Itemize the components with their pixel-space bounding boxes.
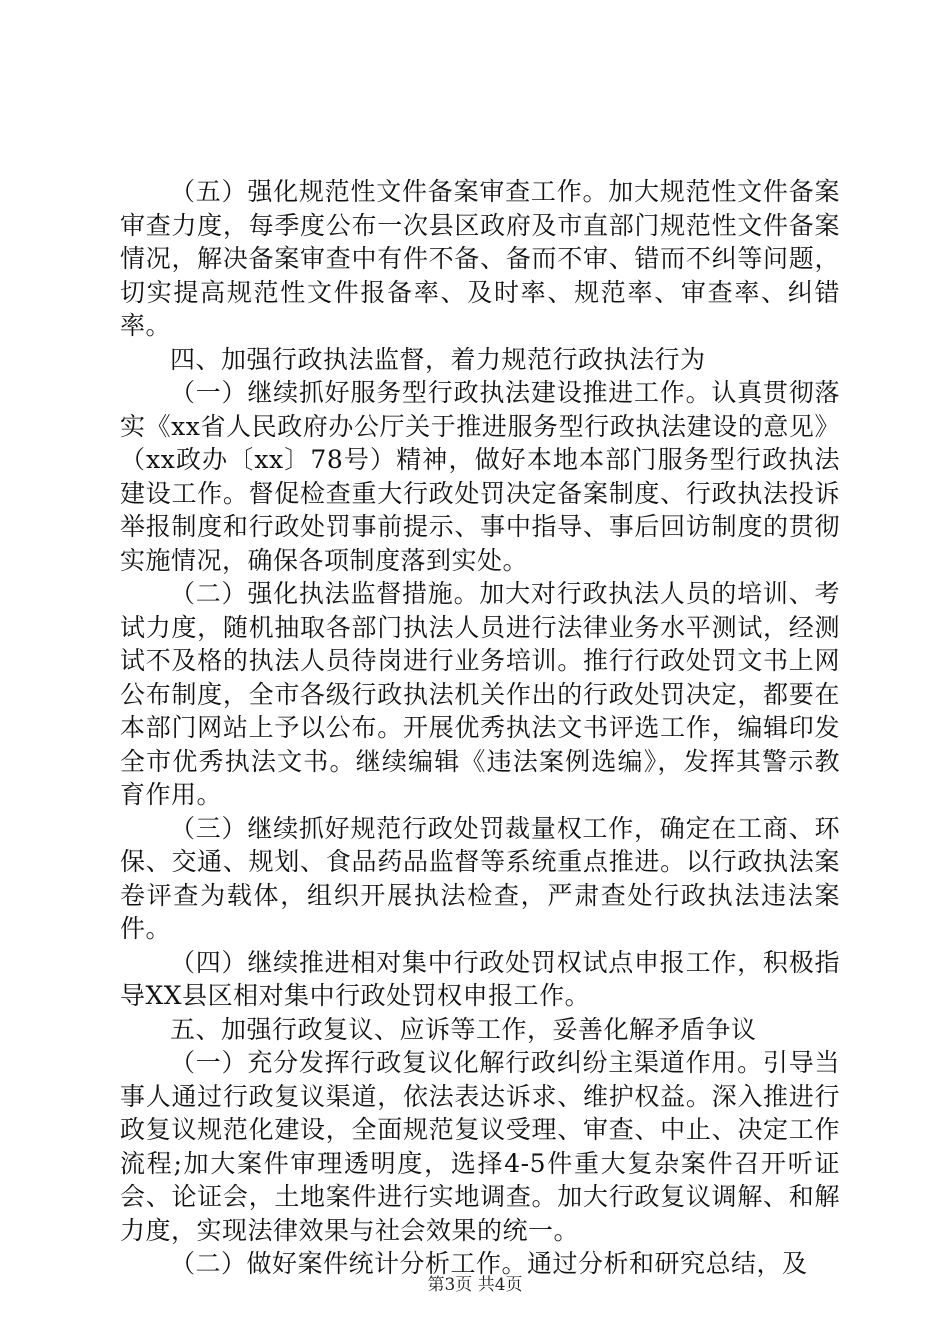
paragraph-case-statistics: （二）做好案件统计分析工作。通过分析和研究总结，及 (170, 1249, 808, 1278)
paragraph-enforcement-supervision: （二）强化执法监督措施。加大对行政执法人员的培训、考试力度，随机抽取各部门执法人员进行法律业务水平测试，经测试不及格的执法人员待岗进行业务培训。推行行政处罚文书上网公布制度，全市各级行政执法机关作出的行政处罚决定，都要在本部门网站上予以公布。开展优秀执法文书评选工作，编辑印发全市优秀执法文书。继续编辑《违法案例选编》，发挥其警示教育作用。 (120, 579, 840, 809)
section-heading-5: 五、加强行政复议、应诉等工作，妥善化解矛盾争议 (170, 1014, 757, 1044)
paragraph-administrative-review: （一）充分发挥行政复议化解行政纠纷主渠道作用。引导当事人通过行政复议渠道，依法表达诉求、维护权益。深入推进行政复议规范化建设，全面规范复议受理、审查、中止、决定工作流程;加大案件审理透明度，选择4-5件重大复杂案件召开听证会、论证会，土地案件进行实地调查。加大行政复议调解、和解力度，实现法律效果与社会效果的统一。 (120, 1048, 840, 1245)
document-body (120, 175, 840, 1281)
paragraph-centralized-penalty: （四）继续推进相对集中行政处罚权试点申报工作，积极指导XX县区相对集中行政处罚权申报工作。 (120, 947, 840, 1010)
paragraph-registration-review: （五）强化规范性文件备案审查工作。加大规范性文件备案审查力度，每季度公布一次县区政府及市直部门规范性文件备案情况，解决备案审查中有件不备、备而不审、错而不纠等问题，切实提高规范性文件报备率、及时率、规范率、审查率、纠错率。 (120, 177, 840, 340)
section-heading-4: 四、加强行政执法监督，着力规范行政执法行为 (170, 344, 706, 374)
paragraph-service-enforcement: （一）继续抓好服务型行政执法建设推进工作。认真贯彻落实《xx省人民政府办公厅关于推进服务型行政执法建设的意见》（xx政办〔xx〕78号）精神，做好本地本部门服务型行政执法建设工作。督促检查重大行政处罚决定备案制度、行政执法投诉举报制度和行政处罚事前提示、事中指导、事后回访制度的贯彻实施情况，确保各项制度落到实处。 (120, 378, 840, 575)
paragraph-discretion-standard: （三）继续抓好规范行政处罚裁量权工作，确定在工商、环保、交通、规划、食品药品监督等系统重点推进。以行政执法案卷评查为载体，组织开展执法检查，严肃查处行政执法违法案件。 (120, 813, 840, 943)
page-number-footer: 第3页 共4页 (427, 1275, 523, 1295)
